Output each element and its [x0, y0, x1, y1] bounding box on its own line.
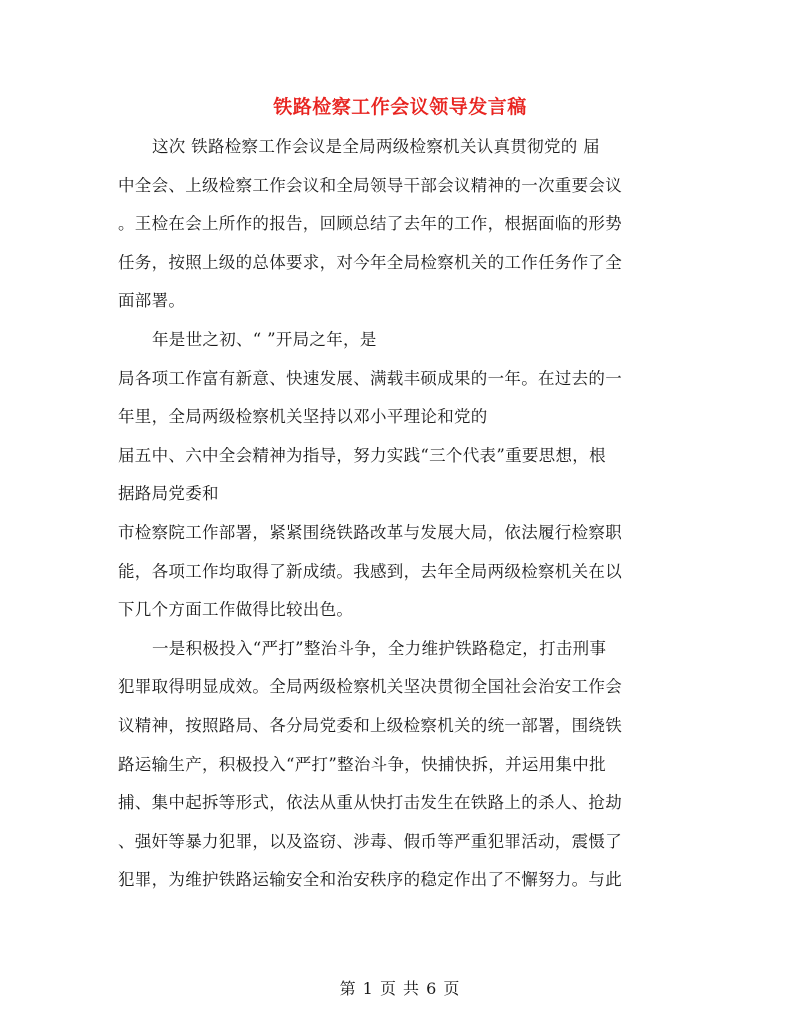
text-line: 。王检在会上所作的报告，回顾总结了去年的工作，根据面临的形势	[118, 214, 622, 234]
text-line: 局各项工作富有新意、快速发展、满载丰硕成果的一年。在过去的一	[118, 368, 622, 388]
text-line: 犯罪取得明显成效。全局两级检察机关坚决贯彻全国社会治安工作会	[118, 677, 622, 697]
text-line: 路运输生产，积极投入“严打”整治斗争，快捕快拆，并运用集中批	[118, 754, 606, 774]
text-line: 这次 铁路检察工作会议是全局两级检察机关认真贯彻党的 届	[152, 137, 600, 156]
text-line: 一是积极投入“严打”整治斗争，全力维护铁路稳定，打击刑事	[152, 638, 607, 658]
page-footer: 第 1 页 共 6 页	[339, 979, 461, 998]
text-line: 年里，全局两级检察机关坚持以邓小平理论和党的	[118, 407, 488, 427]
text-line: 捕、集中起拆等形式，依法从重从快打击发生在铁路上的杀人、抢劫	[118, 793, 622, 813]
text-line: 面部署。	[118, 291, 186, 311]
document-title: 铁路检察工作会议领导发言稿	[273, 96, 527, 118]
text-line: 下几个方面工作做得比较出色。	[118, 600, 354, 620]
text-line: 据路局党委和	[118, 484, 219, 504]
text-line: 中全会、上级检察工作会议和全局领导干部会议精神的一次重要会议	[118, 175, 622, 195]
text-line: 届五中、六中全会精神为指导，努力实践“三个代表”重要思想，根	[118, 445, 606, 465]
text-line: 市检察院工作部署，紧紧围绕铁路改革与发展大局，依法履行检察职	[118, 522, 622, 542]
text-line: 年是世之初、“ ”开局之年，是	[152, 329, 377, 349]
text-line: 、强奸等暴力犯罪，以及盗窃、涉毒、假币等严重犯罪活动，震慑了	[118, 831, 622, 851]
text-line: 议精神，按照路局、各分局党委和上级检察机关的统一部署，围绕铁	[118, 715, 622, 735]
text-line: 任务，按照上级的总体要求，对今年全局检察机关的工作任务作了全	[118, 252, 622, 272]
document-body	[118, 128, 678, 900]
text-line: 犯罪，为维护铁路运输安全和治安秩序的稳定作出了不懈努力。与此	[118, 870, 622, 890]
text-line: 能，各项工作均取得了新成绩。我感到，去年全局两级检察机关在以	[118, 561, 622, 581]
